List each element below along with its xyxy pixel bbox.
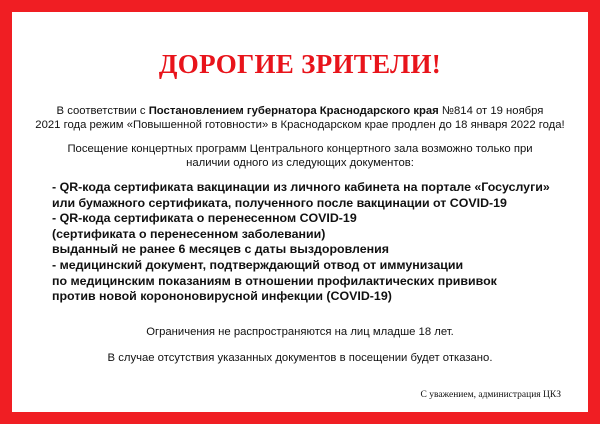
age-exemption-note: Ограничения не распространяются на лиц младше 18 лет.	[146, 326, 454, 338]
documents-list-line: против новой корононовирусной инфекции (COVID-19)	[52, 289, 392, 304]
decree-paragraph	[12, 104, 588, 132]
decree-line-1-prefix: В соответствии с	[56, 105, 149, 117]
requirements-intro	[12, 142, 588, 170]
documents-list-line: - QR-кода сертификата вакцинации из личного кабинета на портале «Госуслуги»	[52, 180, 550, 194]
decree-line-2: 2021 года режим «Повышенной готовности» в Краснодарском крае продлен до 18 января 2022 года!	[35, 119, 565, 131]
decree-line-1-suffix: №814 от 19 ноября	[438, 105, 544, 117]
notice-title: ДОРОГИЕ ЗРИТЕЛИ!	[158, 49, 442, 79]
decree-line-1	[12, 104, 588, 118]
documents-list-line: - медицинский документ, подтверждающий отвод от иммунизации	[52, 257, 464, 272]
documents-list-line: (сертификата о перенесенном заболевании)	[52, 226, 326, 241]
requirements-intro-line-1: Посещение концертных программ Центрального концертного зала возможно только при	[67, 143, 533, 155]
signature: С уважением, администрация ЦКЗ	[420, 390, 561, 400]
documents-list-line: по медицинским показаниям в отношении профилактических прививок	[52, 273, 497, 288]
decree-reference: Постановлением губернатора Краснодарского края	[148, 105, 439, 117]
refusal-note: В случае отсутствия указанных документов в посещении будет отказано.	[107, 352, 493, 364]
requirements-intro-line-2: наличии одного из следующих документов:	[186, 157, 414, 169]
documents-list-line: - QR-кода сертификата о перенесенном COVID-19	[52, 211, 357, 226]
documents-list-line: или бумажного сертификата, полученного после вакцинации от COVID-19	[52, 195, 507, 210]
documents-list	[52, 180, 550, 305]
documents-list-line: выданный не ранее 6 месяцев с даты выздоровления	[52, 242, 389, 257]
